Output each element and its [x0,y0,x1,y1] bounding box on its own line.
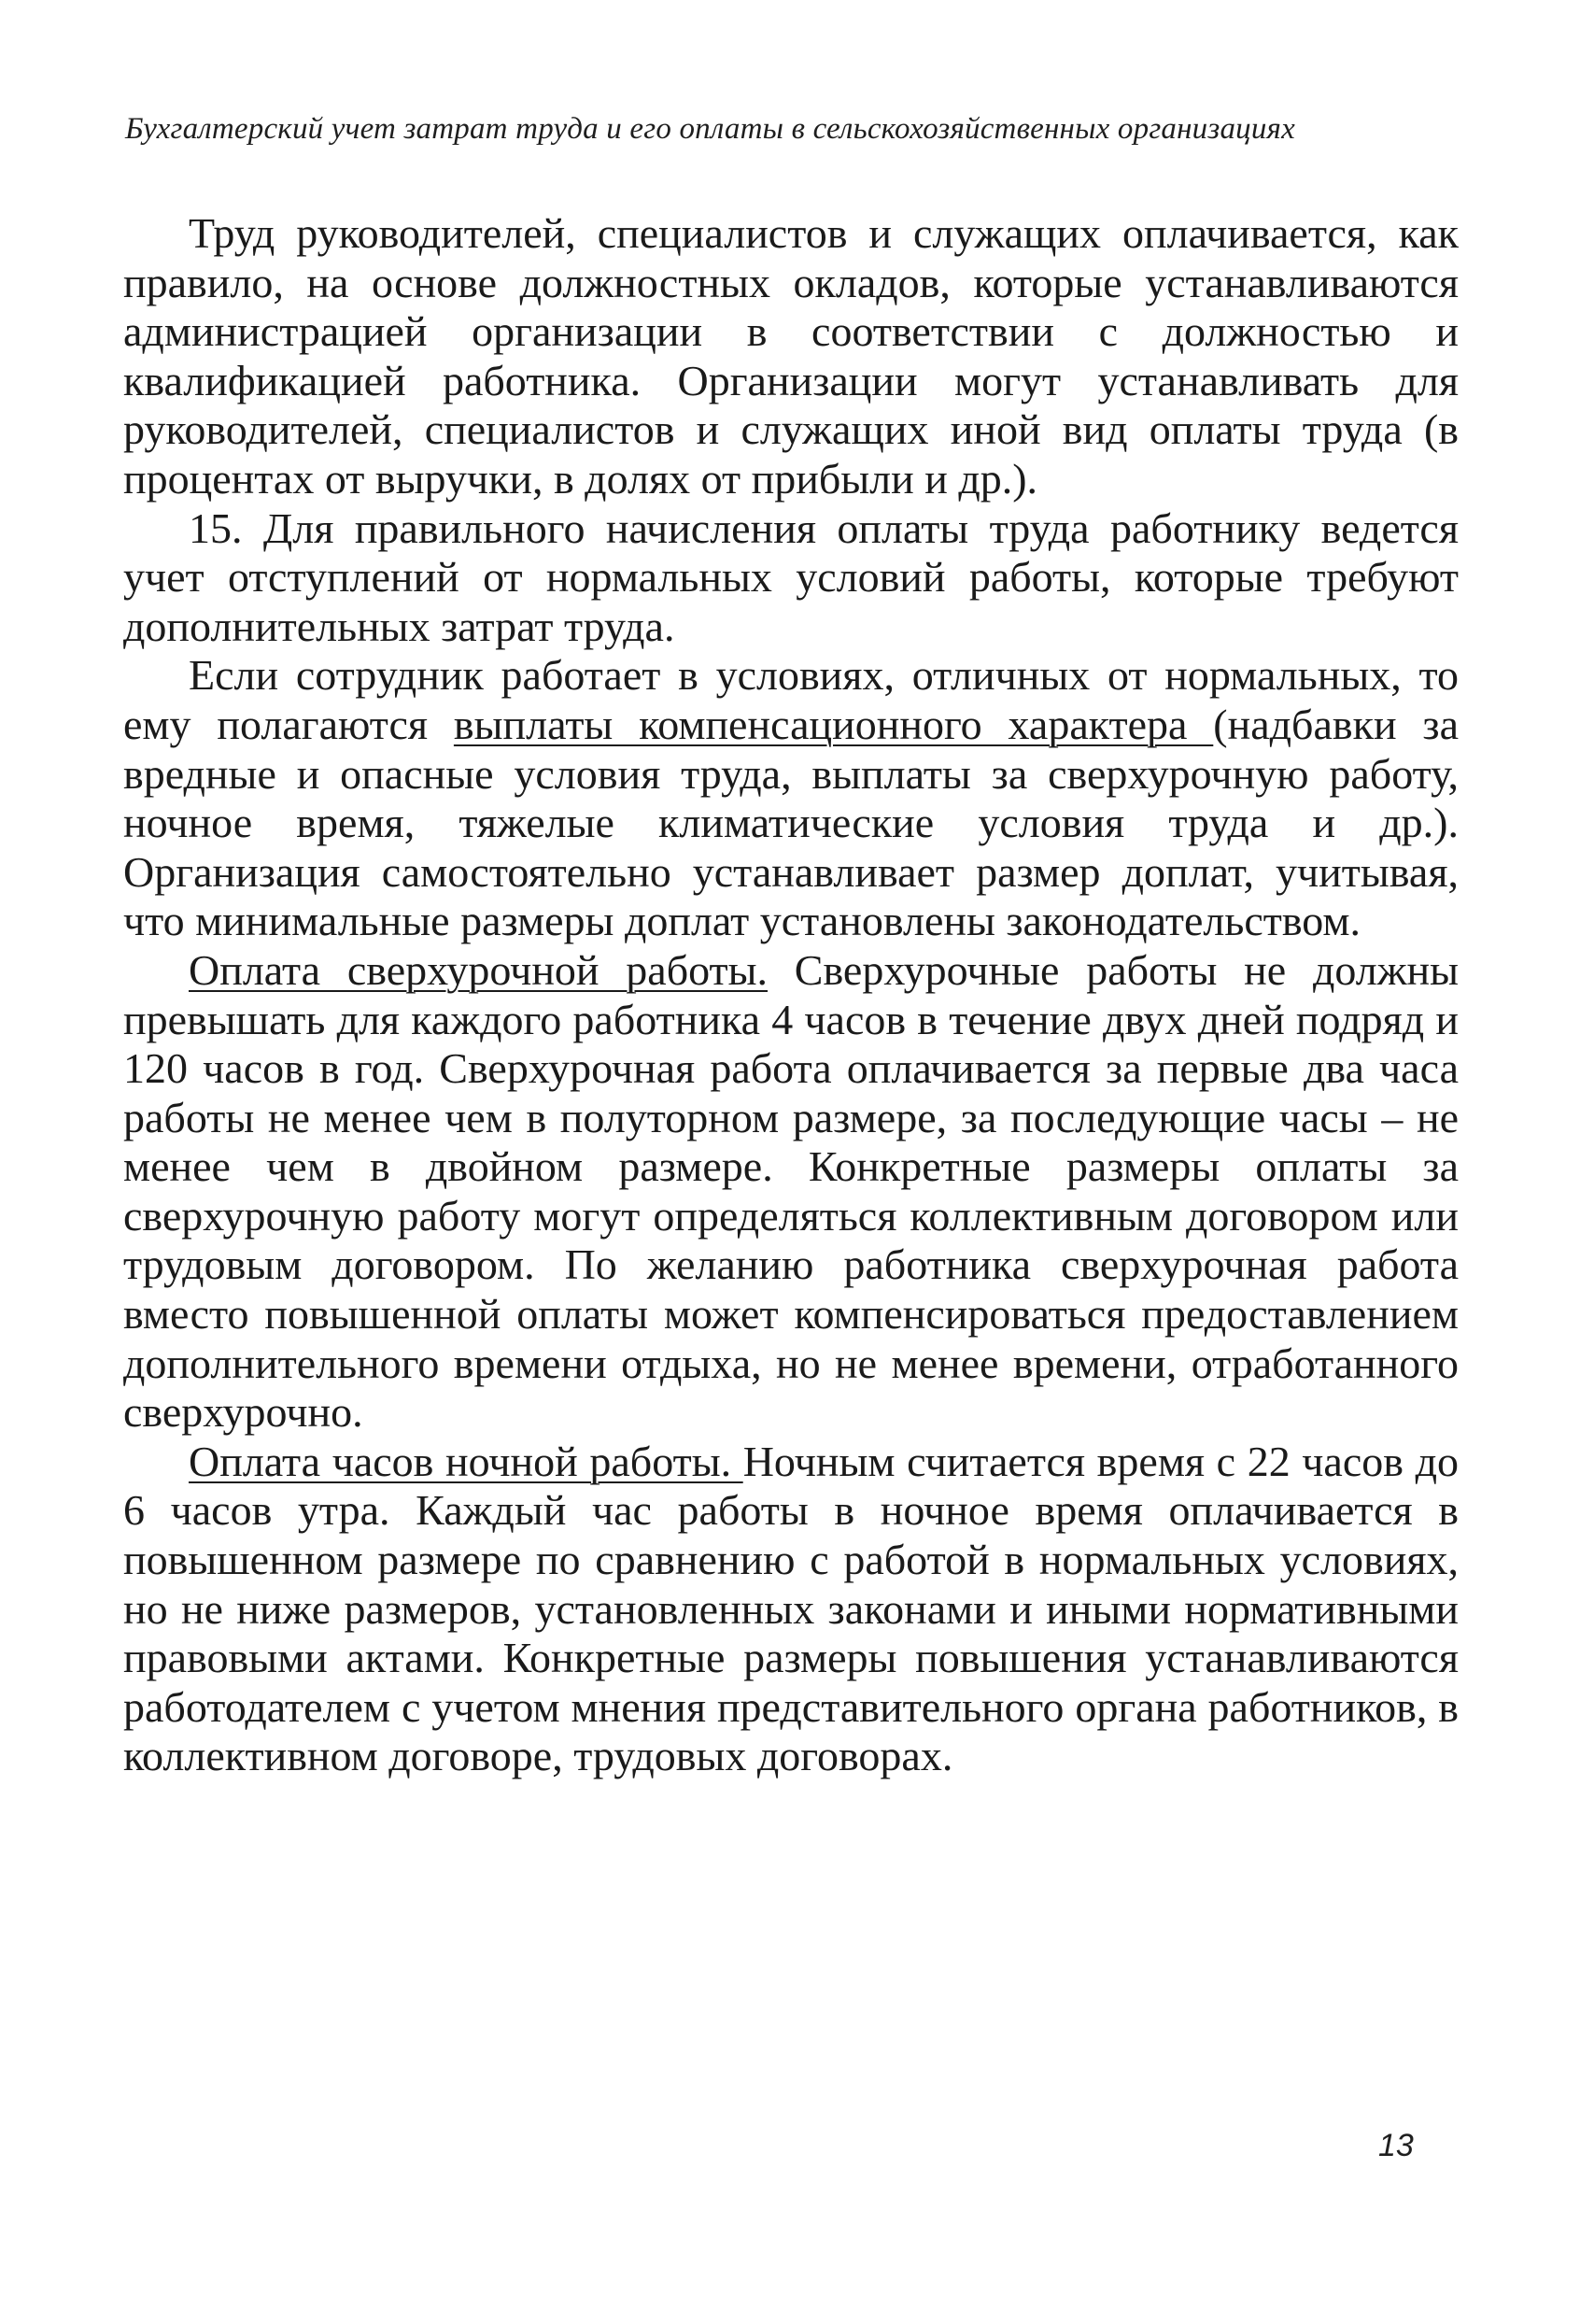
paragraph-night-work [123,1438,1459,1781]
paragraph-3-lead: Если сотрудник работает в условиях, отличных от нормальных, то ему полагаются [123,651,1459,748]
paragraph-overtime [123,946,1459,1438]
paragraph-3 [123,651,1459,946]
night-work-pay-text: Ночным считается время с 22 часов до 6 часов утра. Каждый час работы в ночное время оплачивается в повышенном размере по сравнению с работой в нормальных условиях, но не ниже размеров, установленных законами и иными нормативными правовыми актами. Конкретные размеры повышения устанавливаются работодателем с учетом мнения представительного органа работников, в коллективном договоре, трудовых договорах. [123,1437,1459,1780]
overtime-pay-text: Сверхурочные работы не должны превышать для каждого работника 4 часов в течение двух дней подряд и 120 часов в год. Сверхурочная работа оплачивается за первые два часа работы не менее чем в полуторном размере, за последующие часы – не менее чем в двойном размере. Конкретные размеры оплаты за сверхурочную работу могут определяться коллективным договором или трудовым договором. По желанию работника сверхурочная работа вместо повышенной оплаты может компенсироваться предоставлением дополнительного времени отдыха, но не менее времени, отработанного сверхурочно. [123,945,1459,1437]
page-number: 13 [1378,2128,1414,2163]
body-text [123,209,1459,1781]
night-work-pay-heading: Оплата часов ночной работы. [189,1437,743,1485]
compensation-payments-term: выплаты компенсационного характера [453,700,1214,748]
paragraph-1: Труд руководителей, специалистов и служащих оплачивается, как правило, на основе должностных окладов, которые устанавливаются администрацией организации в соответствии с должностью и квалификацией работника. Организации могут устанавливать для руководителей, специалистов и служащих иной вид оплаты труда (в процентах от выручки, в долях от прибыли и др.). [123,209,1459,503]
running-header: Бухгалтерский учет затрат труда и его оплаты в сельскохозяйственных организациях [125,112,1295,146]
paragraph-2-item-15: 15. Для правильного начисления оплаты труда работнику ведется учет отступлений от нормальных условий работы, которые требуют дополнительных затрат труда. [123,503,1459,650]
paragraph-3-rest: (надбавки за вредные и опасные условия труда, выплаты за сверхурочную работу, ночное время, тяжелые климатические условия труда и др.). Организация самостоятельно устанавливает размер доплат, учитывая, что минимальные размеры доплат установлены законодательством. [123,700,1459,945]
overtime-pay-heading: Оплата сверхурочной работы. [189,945,769,994]
